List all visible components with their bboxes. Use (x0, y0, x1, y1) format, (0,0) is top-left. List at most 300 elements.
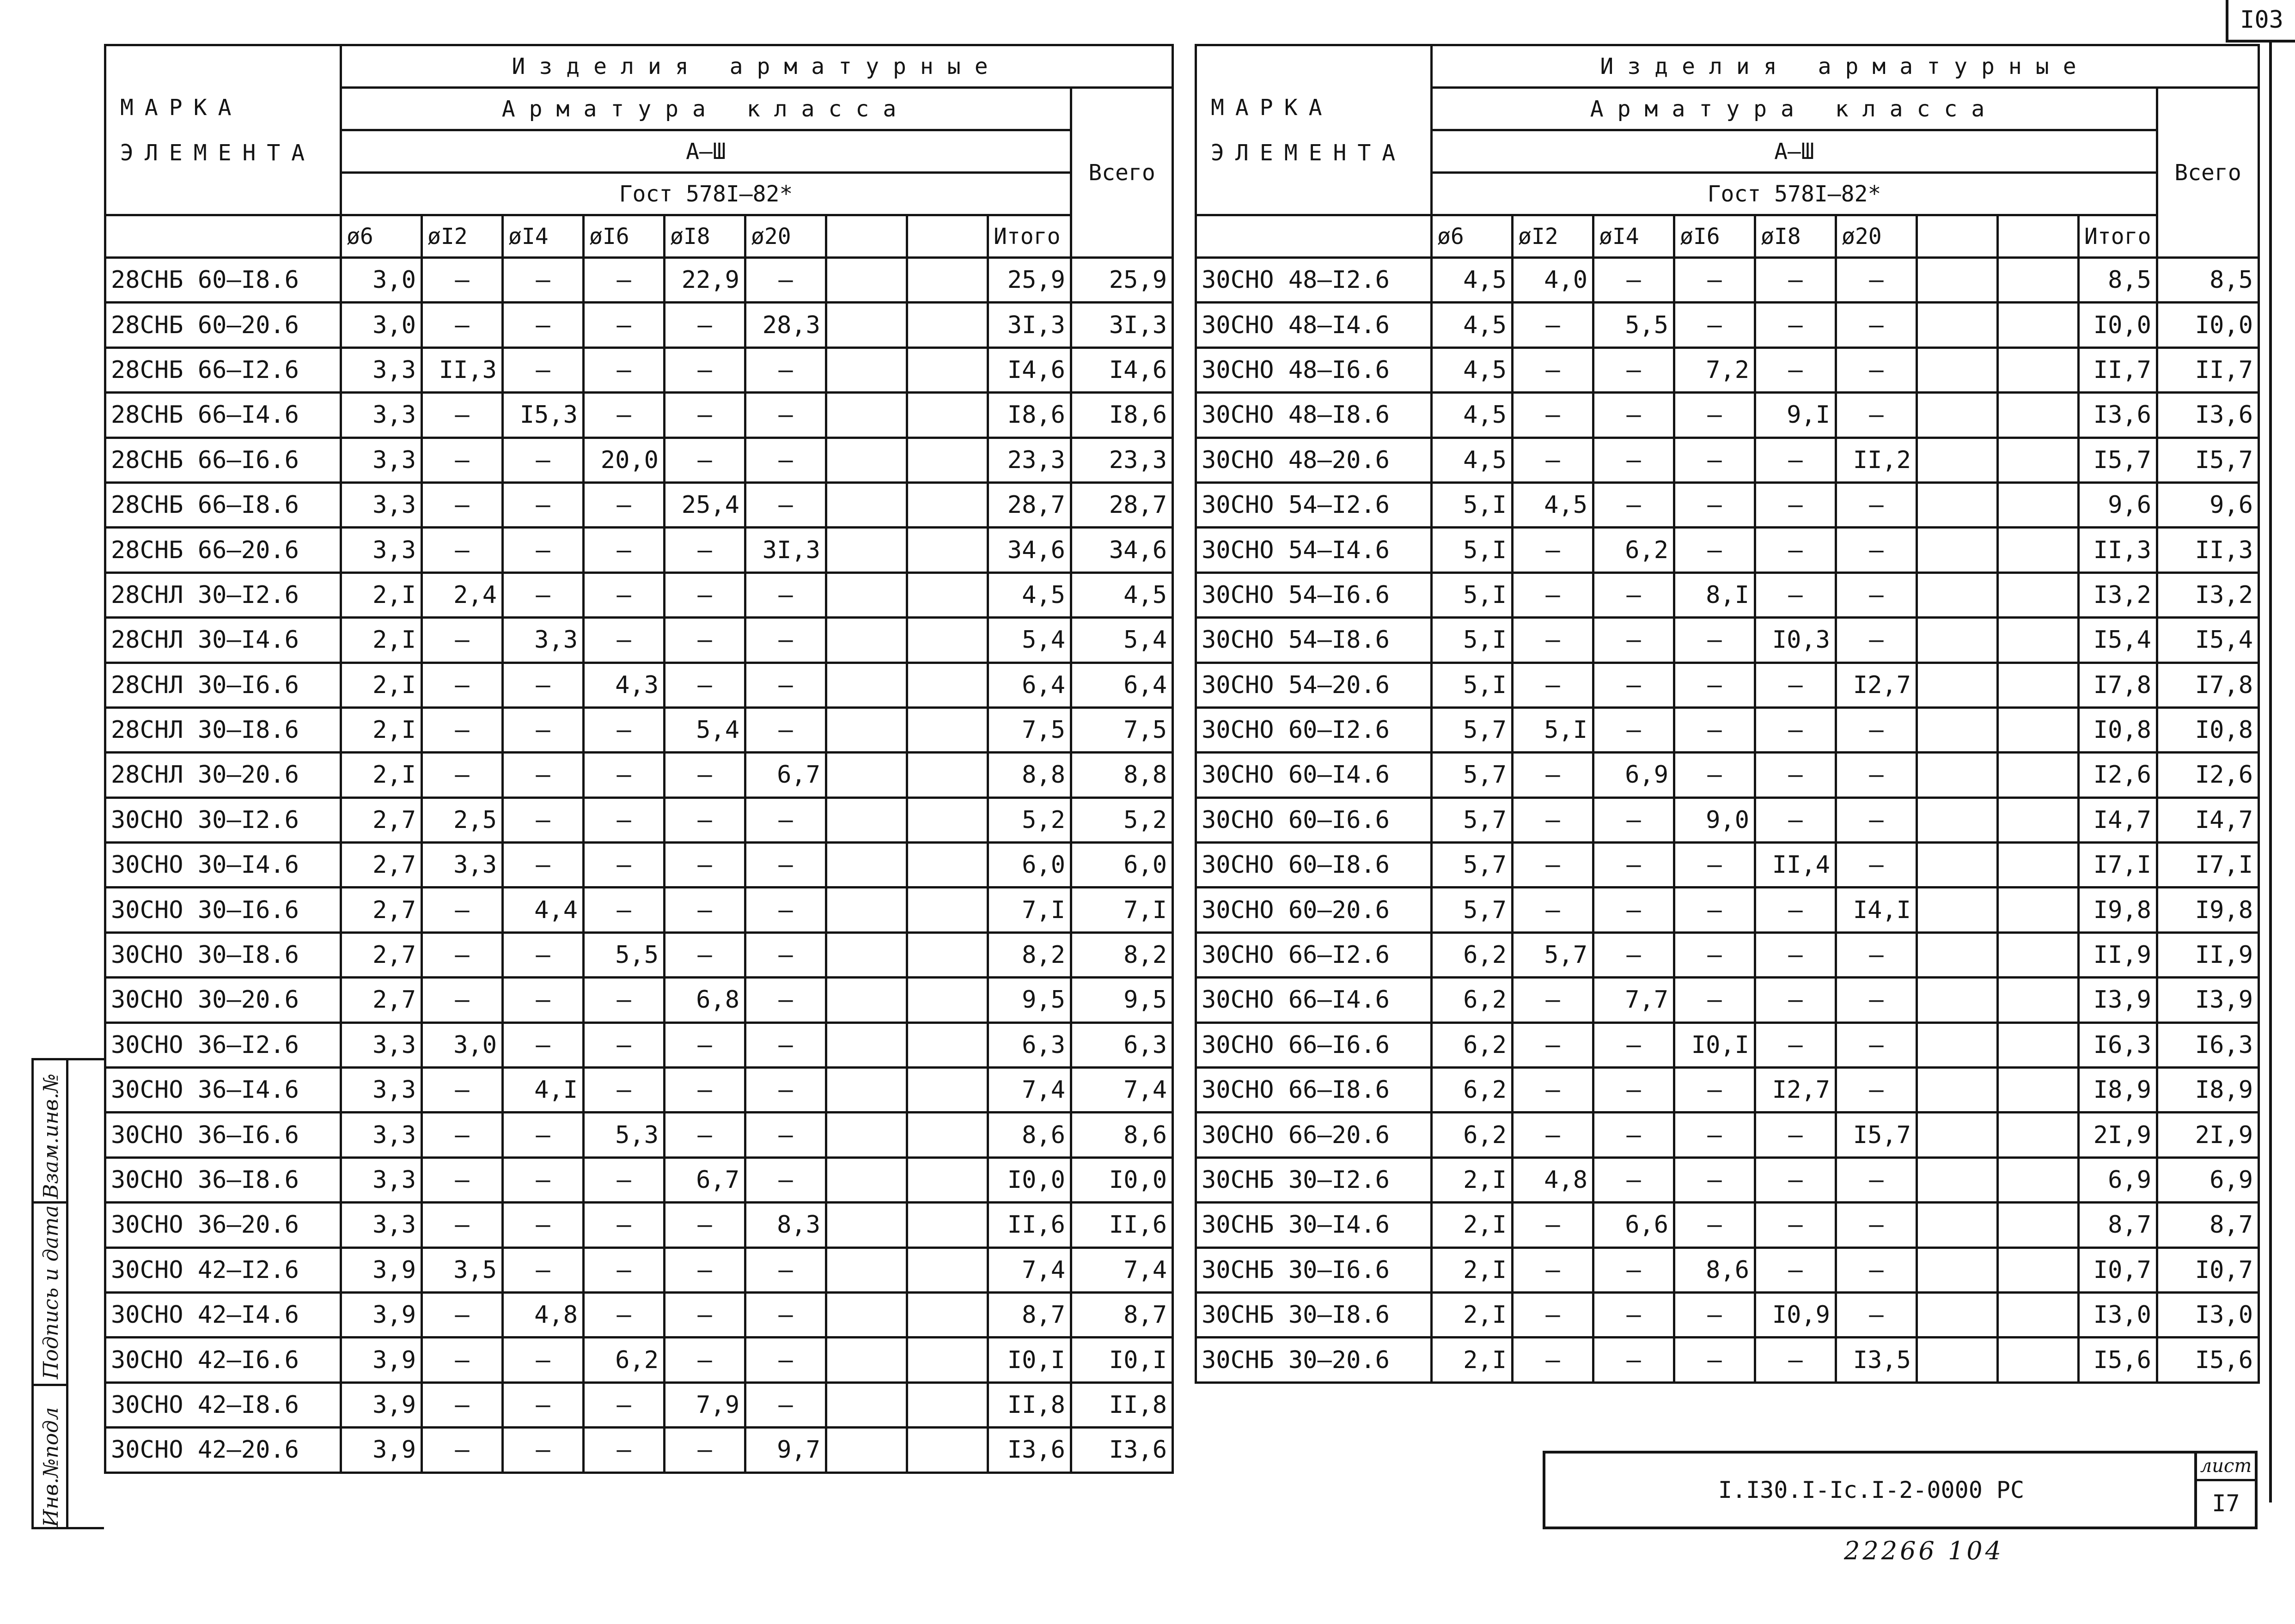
diameter-value-cell (907, 932, 988, 977)
diameter-value-cell: 8,3 (745, 1203, 826, 1247)
total-cell: 6,3 (1071, 1022, 1173, 1067)
diameter-value-cell: – (1674, 1292, 1755, 1337)
diameter-value-cell (1998, 438, 2079, 482)
diameter-value-cell: – (503, 707, 584, 752)
diameter-value-cell: 4,5 (1432, 303, 1513, 347)
diameter-value-cell: 4,5 (1432, 438, 1513, 482)
diameter-value-cell: I4,I (1836, 888, 1917, 932)
subtotal-cell: 8,5 (2079, 258, 2157, 303)
diameter-value-cell: I0,9 (1755, 1292, 1836, 1337)
diameter-value-cell: 2,I (1432, 1157, 1513, 1202)
diameter-value-cell: – (584, 753, 665, 797)
diameter-header: øI6 (1674, 215, 1755, 258)
diameter-value-cell: – (1593, 618, 1674, 663)
element-mark-cell: 30СНО 60–I2.6 (1196, 707, 1432, 752)
diameter-value-cell: 9,I (1755, 393, 1836, 438)
diameter-value-cell: – (1513, 843, 1593, 888)
replacement-inventory-label: Взам.инв.№ (39, 1073, 63, 1199)
diameter-value-cell (1998, 303, 2079, 347)
diameter-value-cell: – (422, 1428, 503, 1472)
diameter-value-cell: – (1755, 978, 1836, 1022)
diameter-value-cell: – (1836, 978, 1917, 1022)
subtotal-header: Итого (988, 215, 1071, 258)
subtotal-cell: 5,4 (988, 618, 1071, 663)
diameter-value-cell: I0,I (1674, 1022, 1755, 1067)
diameter-value-cell (1998, 528, 2079, 572)
diameter-value-cell (907, 1382, 988, 1427)
total-cell: 6,0 (1071, 843, 1173, 888)
diameter-value-cell (1917, 482, 1998, 527)
subtotal-cell: II,3 (2079, 528, 2157, 572)
diameter-value-cell: – (584, 707, 665, 752)
diameter-value-cell (826, 1113, 907, 1157)
diameter-value-cell: I2,7 (1836, 663, 1917, 707)
standard-header: Гост 578I–82* (341, 173, 1071, 215)
diameter-value-cell (826, 482, 907, 527)
diameter-value-cell (1917, 843, 1998, 888)
diameter-value-cell: 5,I (1513, 707, 1593, 752)
diameter-value-cell: – (1674, 707, 1755, 752)
total-cell: II,3 (2157, 528, 2259, 572)
diameter-value-cell: – (422, 1382, 503, 1427)
diameter-value-cell: – (1593, 1022, 1674, 1067)
diameter-value-cell: – (1513, 1203, 1593, 1247)
diameter-value-cell: 3,3 (341, 393, 422, 438)
specification-table-left (104, 44, 1174, 1474)
subtotal-cell: 9,5 (988, 978, 1071, 1022)
table-row (105, 258, 1173, 303)
diameter-value-cell: 9,0 (1674, 797, 1755, 842)
diameter-value-cell: 3,0 (422, 1022, 503, 1067)
diameter-value-cell: – (745, 438, 826, 482)
element-mark-cell: 30СНО 36–I4.6 (105, 1068, 341, 1113)
subtotal-cell: I8,9 (2079, 1068, 2157, 1113)
total-cell: 28,7 (1071, 482, 1173, 527)
diameter-value-cell (826, 1428, 907, 1472)
table-row (1196, 482, 2259, 527)
diameter-value-cell (826, 528, 907, 572)
diameter-value-cell: – (1836, 482, 1917, 527)
total-cell: I3,2 (2157, 572, 2259, 617)
diameter-value-cell: – (1755, 347, 1836, 392)
diameter-value-cell (1998, 1247, 2079, 1292)
total-cell: I4,7 (2157, 797, 2259, 842)
diameter-value-cell: – (503, 797, 584, 842)
diameter-value-cell: – (665, 1428, 745, 1472)
diameter-value-cell (907, 393, 988, 438)
diameter-value-cell: 5,7 (1432, 753, 1513, 797)
diameter-value-cell: – (1513, 663, 1593, 707)
total-cell: I8,6 (1071, 393, 1173, 438)
diameter-value-cell (1917, 1113, 1998, 1157)
diameter-value-cell: – (665, 1113, 745, 1157)
element-mark-cell: 30СНО 42–20.6 (105, 1428, 341, 1472)
diameter-value-cell: – (422, 1068, 503, 1113)
diameter-value-cell: – (1674, 932, 1755, 977)
diameter-value-cell: – (1674, 482, 1755, 527)
element-mark-cell: 30СНО 54–I8.6 (1196, 618, 1432, 663)
diameter-value-cell (1917, 888, 1998, 932)
diameter-header (1917, 215, 1998, 258)
diameter-value-cell: – (503, 1247, 584, 1292)
diameter-value-cell (826, 1022, 907, 1067)
diameter-value-cell: 4,8 (1513, 1157, 1593, 1202)
diameter-header: ø20 (745, 215, 826, 258)
diameter-header: ø20 (1836, 215, 1917, 258)
diameter-value-cell: – (422, 1203, 503, 1247)
diameter-value-cell: I5,3 (503, 393, 584, 438)
diameter-value-cell (1998, 1338, 2079, 1382)
subtotal-cell: 7,4 (988, 1068, 1071, 1113)
diameter-value-cell: – (503, 1113, 584, 1157)
diameter-value-cell: – (1513, 978, 1593, 1022)
diameter-value-cell (907, 978, 988, 1022)
diameter-value-cell: – (1593, 663, 1674, 707)
element-mark-cell: 30СНО 60–I4.6 (1196, 753, 1432, 797)
table-row (105, 1247, 1173, 1292)
total-cell: 23,3 (1071, 438, 1173, 482)
subtotal-cell: I0,0 (2079, 303, 2157, 347)
table-row (105, 1113, 1173, 1157)
element-mark-cell: 30СНО 48–I4.6 (1196, 303, 1432, 347)
diameter-value-cell (1998, 1068, 2079, 1113)
diameter-value-cell: – (745, 1068, 826, 1113)
diameter-value-cell: 2,7 (341, 978, 422, 1022)
diameter-value-cell: 3,3 (341, 482, 422, 527)
element-mark-cell: 28СНБ 66–I6.6 (105, 438, 341, 482)
diameter-value-cell (1998, 978, 2079, 1022)
subtotal-cell: I7,I (2079, 843, 2157, 888)
table-row (105, 1382, 1173, 1427)
diameter-value-cell: – (503, 572, 584, 617)
element-mark-cell: 30СНБ 30–I4.6 (1196, 1203, 1432, 1247)
total-cell: 9,5 (1071, 978, 1173, 1022)
diameter-value-cell (907, 1247, 988, 1292)
diameter-header (1998, 215, 2079, 258)
diameter-value-cell: – (1674, 303, 1755, 347)
diameter-value-cell: – (1836, 1203, 1917, 1247)
diameter-value-cell (1917, 347, 1998, 392)
diameter-value-cell: 4,4 (503, 888, 584, 932)
total-cell: I5,6 (2157, 1338, 2259, 1382)
diameter-value-cell (826, 843, 907, 888)
diameter-value-cell (1998, 1292, 2079, 1337)
total-cell: 5,2 (1071, 797, 1173, 842)
diameter-value-cell (826, 1157, 907, 1202)
table-row (105, 978, 1173, 1022)
total-cell: I3,9 (2157, 978, 2259, 1022)
products-header: Изделия арматурные (1432, 45, 2259, 88)
list-cell (2194, 1454, 2255, 1527)
diameter-value-cell: 25,4 (665, 482, 745, 527)
total-cell: I3,0 (2157, 1292, 2259, 1337)
diameter-value-cell: – (1593, 1247, 1674, 1292)
diameter-value-cell: – (665, 1068, 745, 1113)
element-mark-cell: 28СНЛ 30–20.6 (105, 753, 341, 797)
diameter-value-cell (826, 303, 907, 347)
subtotal-cell: 6,0 (988, 843, 1071, 888)
diameter-value-cell (826, 258, 907, 303)
subtotal-cell: I5,6 (2079, 1338, 2157, 1382)
diameter-value-cell (1998, 393, 2079, 438)
table-row (105, 797, 1173, 842)
table-row (1196, 1338, 2259, 1382)
diameter-value-cell: I0,3 (1755, 618, 1836, 663)
diameter-value-cell: – (745, 888, 826, 932)
title-block (1543, 1451, 2258, 1529)
diameter-value-cell (826, 438, 907, 482)
element-mark-cell: 30СНО 54–I6.6 (1196, 572, 1432, 617)
diameter-value-cell: – (1674, 843, 1755, 888)
diameter-value-cell: 3,3 (341, 1157, 422, 1202)
diameter-value-cell: – (1755, 482, 1836, 527)
diameter-value-cell: – (584, 843, 665, 888)
table-row (1196, 1157, 2259, 1202)
subtotal-cell: I9,8 (2079, 888, 2157, 932)
diameter-value-cell: 7,7 (1593, 978, 1674, 1022)
diameter-value-cell: – (1513, 393, 1593, 438)
table-row (105, 528, 1173, 572)
total-cell: I8,9 (2157, 1068, 2259, 1113)
diameter-value-cell: – (1593, 932, 1674, 977)
diameter-header: øI2 (1513, 215, 1593, 258)
diameter-value-cell: – (745, 1113, 826, 1157)
diameter-value-cell (907, 1068, 988, 1113)
diameter-value-cell: – (584, 528, 665, 572)
subtotal-cell: I3,6 (2079, 393, 2157, 438)
diameter-value-cell: – (1755, 1203, 1836, 1247)
subtotal-cell: 8,7 (988, 1292, 1071, 1337)
diameter-value-cell: – (422, 1157, 503, 1202)
diameter-value-cell: 8,I (1674, 572, 1755, 617)
subtotal-cell: II,9 (2079, 932, 2157, 977)
diameter-value-cell: 2,I (341, 663, 422, 707)
diameter-value-cell: – (1836, 572, 1917, 617)
subtotal-cell: I7,8 (2079, 663, 2157, 707)
diameter-value-cell: – (745, 393, 826, 438)
table-row (105, 572, 1173, 617)
diameter-value-cell: – (1513, 1068, 1593, 1113)
diameter-value-cell (826, 888, 907, 932)
table-row (105, 482, 1173, 527)
subtotal-cell: I6,3 (2079, 1022, 2157, 1067)
table-row (105, 1068, 1173, 1113)
table-row (1196, 1068, 2259, 1113)
diameter-value-cell: – (584, 1068, 665, 1113)
diameter-value-cell: – (1755, 663, 1836, 707)
diameter-value-cell (826, 572, 907, 617)
diameter-value-cell: – (665, 932, 745, 977)
table-row (105, 303, 1173, 347)
document-code: I.I30.I-Ic.I-2-0000 PC (1718, 1477, 2025, 1503)
diameter-value-cell (907, 1203, 988, 1247)
diameter-value-cell: – (665, 528, 745, 572)
diameter-value-cell: – (1755, 707, 1836, 752)
element-mark-cell: 30СНО 60–I8.6 (1196, 843, 1432, 888)
total-cell: 7,I (1071, 888, 1173, 932)
diameter-value-cell: 4,5 (1432, 347, 1513, 392)
diameter-value-cell: – (584, 393, 665, 438)
diameter-value-cell: 4,5 (1432, 393, 1513, 438)
right-table-body (1196, 258, 2259, 1383)
table-row (105, 843, 1173, 888)
diameter-header: øI2 (422, 215, 503, 258)
diameter-value-cell: 5,I (1432, 572, 1513, 617)
diameter-value-cell: 22,9 (665, 258, 745, 303)
diameter-value-cell (907, 1428, 988, 1472)
diameter-value-cell (907, 663, 988, 707)
element-mark-cell: 30СНБ 30–I2.6 (1196, 1157, 1432, 1202)
diameter-value-cell: – (1755, 303, 1836, 347)
diameter-value-cell: – (1674, 618, 1755, 663)
total-cell: 34,6 (1071, 528, 1173, 572)
diameter-value-cell: – (422, 618, 503, 663)
diameter-value-cell: – (665, 888, 745, 932)
total-cell: II,7 (2157, 347, 2259, 392)
diameter-value-cell: – (1593, 393, 1674, 438)
diameter-value-cell: – (1755, 528, 1836, 572)
diameter-value-cell (1917, 1203, 1998, 1247)
diameter-value-cell (907, 258, 988, 303)
table-row (1196, 797, 2259, 842)
diameter-value-cell: – (422, 438, 503, 482)
table-row (105, 393, 1173, 438)
diameter-value-cell: 5,I (1432, 618, 1513, 663)
diameter-value-cell: 2,I (1432, 1247, 1513, 1292)
element-mark-cell: 30СНО 66–I8.6 (1196, 1068, 1432, 1113)
diameter-value-cell: – (665, 1247, 745, 1292)
diameter-value-cell: – (745, 1382, 826, 1427)
subtotal-cell: 9,6 (2079, 482, 2157, 527)
diameter-value-cell (826, 1382, 907, 1427)
subtotal-cell: I0,8 (2079, 707, 2157, 752)
table-row (105, 1203, 1173, 1247)
diameter-value-cell: 2,I (1432, 1338, 1513, 1382)
diameter-value-cell: – (1513, 888, 1593, 932)
total-cell: 6,9 (2157, 1157, 2259, 1202)
diameter-value-cell (1998, 1022, 2079, 1067)
diameter-value-cell: – (584, 1022, 665, 1067)
element-mark-cell: 30СНО 54–I4.6 (1196, 528, 1432, 572)
total-cell: I0,0 (2157, 303, 2259, 347)
class-header: Арматура класса (1432, 88, 2157, 130)
diameter-value-cell: – (503, 1338, 584, 1382)
diameter-value-cell: – (584, 797, 665, 842)
side-signature-strip (31, 1058, 104, 1529)
diameter-value-cell: – (1513, 1338, 1593, 1382)
diameter-value-cell: – (1836, 528, 1917, 572)
diameter-value-cell: – (1593, 482, 1674, 527)
diameter-value-cell: – (665, 303, 745, 347)
total-cell: 2I,9 (2157, 1113, 2259, 1157)
diameter-value-cell: 2,I (1432, 1292, 1513, 1337)
diameter-value-cell: 4,8 (503, 1292, 584, 1337)
total-cell: 7,4 (1071, 1247, 1173, 1292)
element-mark-cell: 28СНЛ 30–I4.6 (105, 618, 341, 663)
diameter-value-cell (1998, 663, 2079, 707)
diameter-value-cell: 5,7 (1432, 707, 1513, 752)
left-specification-panel (104, 44, 1172, 1474)
diameter-value-cell: – (584, 303, 665, 347)
diameter-header (907, 215, 988, 258)
list-label: лист (2197, 1454, 2255, 1481)
diameter-value-cell: 3,9 (341, 1382, 422, 1427)
diameter-value-cell (1998, 347, 2079, 392)
total-cell: I6,3 (2157, 1022, 2259, 1067)
total-cell: 8,8 (1071, 753, 1173, 797)
diameter-value-cell: – (1836, 753, 1917, 797)
total-cell: II,8 (1071, 1382, 1173, 1427)
diameter-value-cell (907, 1022, 988, 1067)
subtotal-cell: 6,3 (988, 1022, 1071, 1067)
diameter-value-cell: 3,3 (341, 347, 422, 392)
diameter-value-cell: – (1593, 572, 1674, 617)
total-cell: 5,4 (1071, 618, 1173, 663)
element-mark-cell: 30СНО 36–I8.6 (105, 1157, 341, 1202)
element-mark-cell: 30СНО 30–I4.6 (105, 843, 341, 888)
diameter-value-cell: – (503, 1022, 584, 1067)
diameter-value-cell (1917, 258, 1998, 303)
diameter-value-cell (1917, 528, 1998, 572)
diameter-value-cell: 5,7 (1432, 888, 1513, 932)
diameter-value-cell (1998, 572, 2079, 617)
table-row (1196, 932, 2259, 977)
diameter-value-cell: 3,9 (341, 1338, 422, 1382)
table-row (105, 438, 1173, 482)
diameter-value-cell: 2,I (341, 618, 422, 663)
diameter-value-cell (907, 572, 988, 617)
diameter-value-cell: – (503, 978, 584, 1022)
diameter-value-cell: 6,2 (1432, 1113, 1513, 1157)
diameter-value-cell (1998, 482, 2079, 527)
grade-header: A–Ш (1432, 130, 2157, 173)
total-cell: I9,8 (2157, 888, 2259, 932)
diameter-value-cell: 4,0 (1513, 258, 1593, 303)
total-cell: I7,8 (2157, 663, 2259, 707)
diameter-value-cell: – (584, 1428, 665, 1472)
diameter-value-cell: 5,I (1432, 482, 1513, 527)
diameter-value-cell (907, 1292, 988, 1337)
subtotal-cell: II,7 (2079, 347, 2157, 392)
diameter-value-cell: – (665, 1292, 745, 1337)
diameter-value-cell: 2,I (341, 753, 422, 797)
element-mark-cell: 30СНО 60–I6.6 (1196, 797, 1432, 842)
diameter-value-cell: – (584, 1292, 665, 1337)
diameter-header: øI4 (1593, 215, 1674, 258)
total-cell: I0,7 (2157, 1247, 2259, 1292)
diameter-value-cell: – (1593, 347, 1674, 392)
subtotal-cell: 7,4 (988, 1247, 1071, 1292)
diameter-value-cell: 6,7 (665, 1157, 745, 1202)
diameter-value-cell: – (1755, 888, 1836, 932)
diameter-value-cell: – (1836, 347, 1917, 392)
class-header: Арматура класса (341, 88, 1071, 130)
diameter-value-cell: – (745, 482, 826, 527)
total-cell: 3I,3 (1071, 303, 1173, 347)
diameter-value-cell: – (745, 1292, 826, 1337)
subtotal-cell: I0,I (988, 1338, 1071, 1382)
diameter-value-cell: – (422, 753, 503, 797)
element-mark-cell: 30СНО 36–I6.6 (105, 1113, 341, 1157)
total-cell: 6,4 (1071, 663, 1173, 707)
diameter-value-cell: – (584, 1247, 665, 1292)
element-mark-cell: 30СНБ 30–I8.6 (1196, 1292, 1432, 1337)
diameter-value-cell: 7,9 (665, 1382, 745, 1427)
element-mark-cell: 28СНБ 66–I8.6 (105, 482, 341, 527)
subtotal-cell: 34,6 (988, 528, 1071, 572)
diameter-value-cell (1998, 1157, 2079, 1202)
diameter-value-cell: 3,3 (341, 438, 422, 482)
